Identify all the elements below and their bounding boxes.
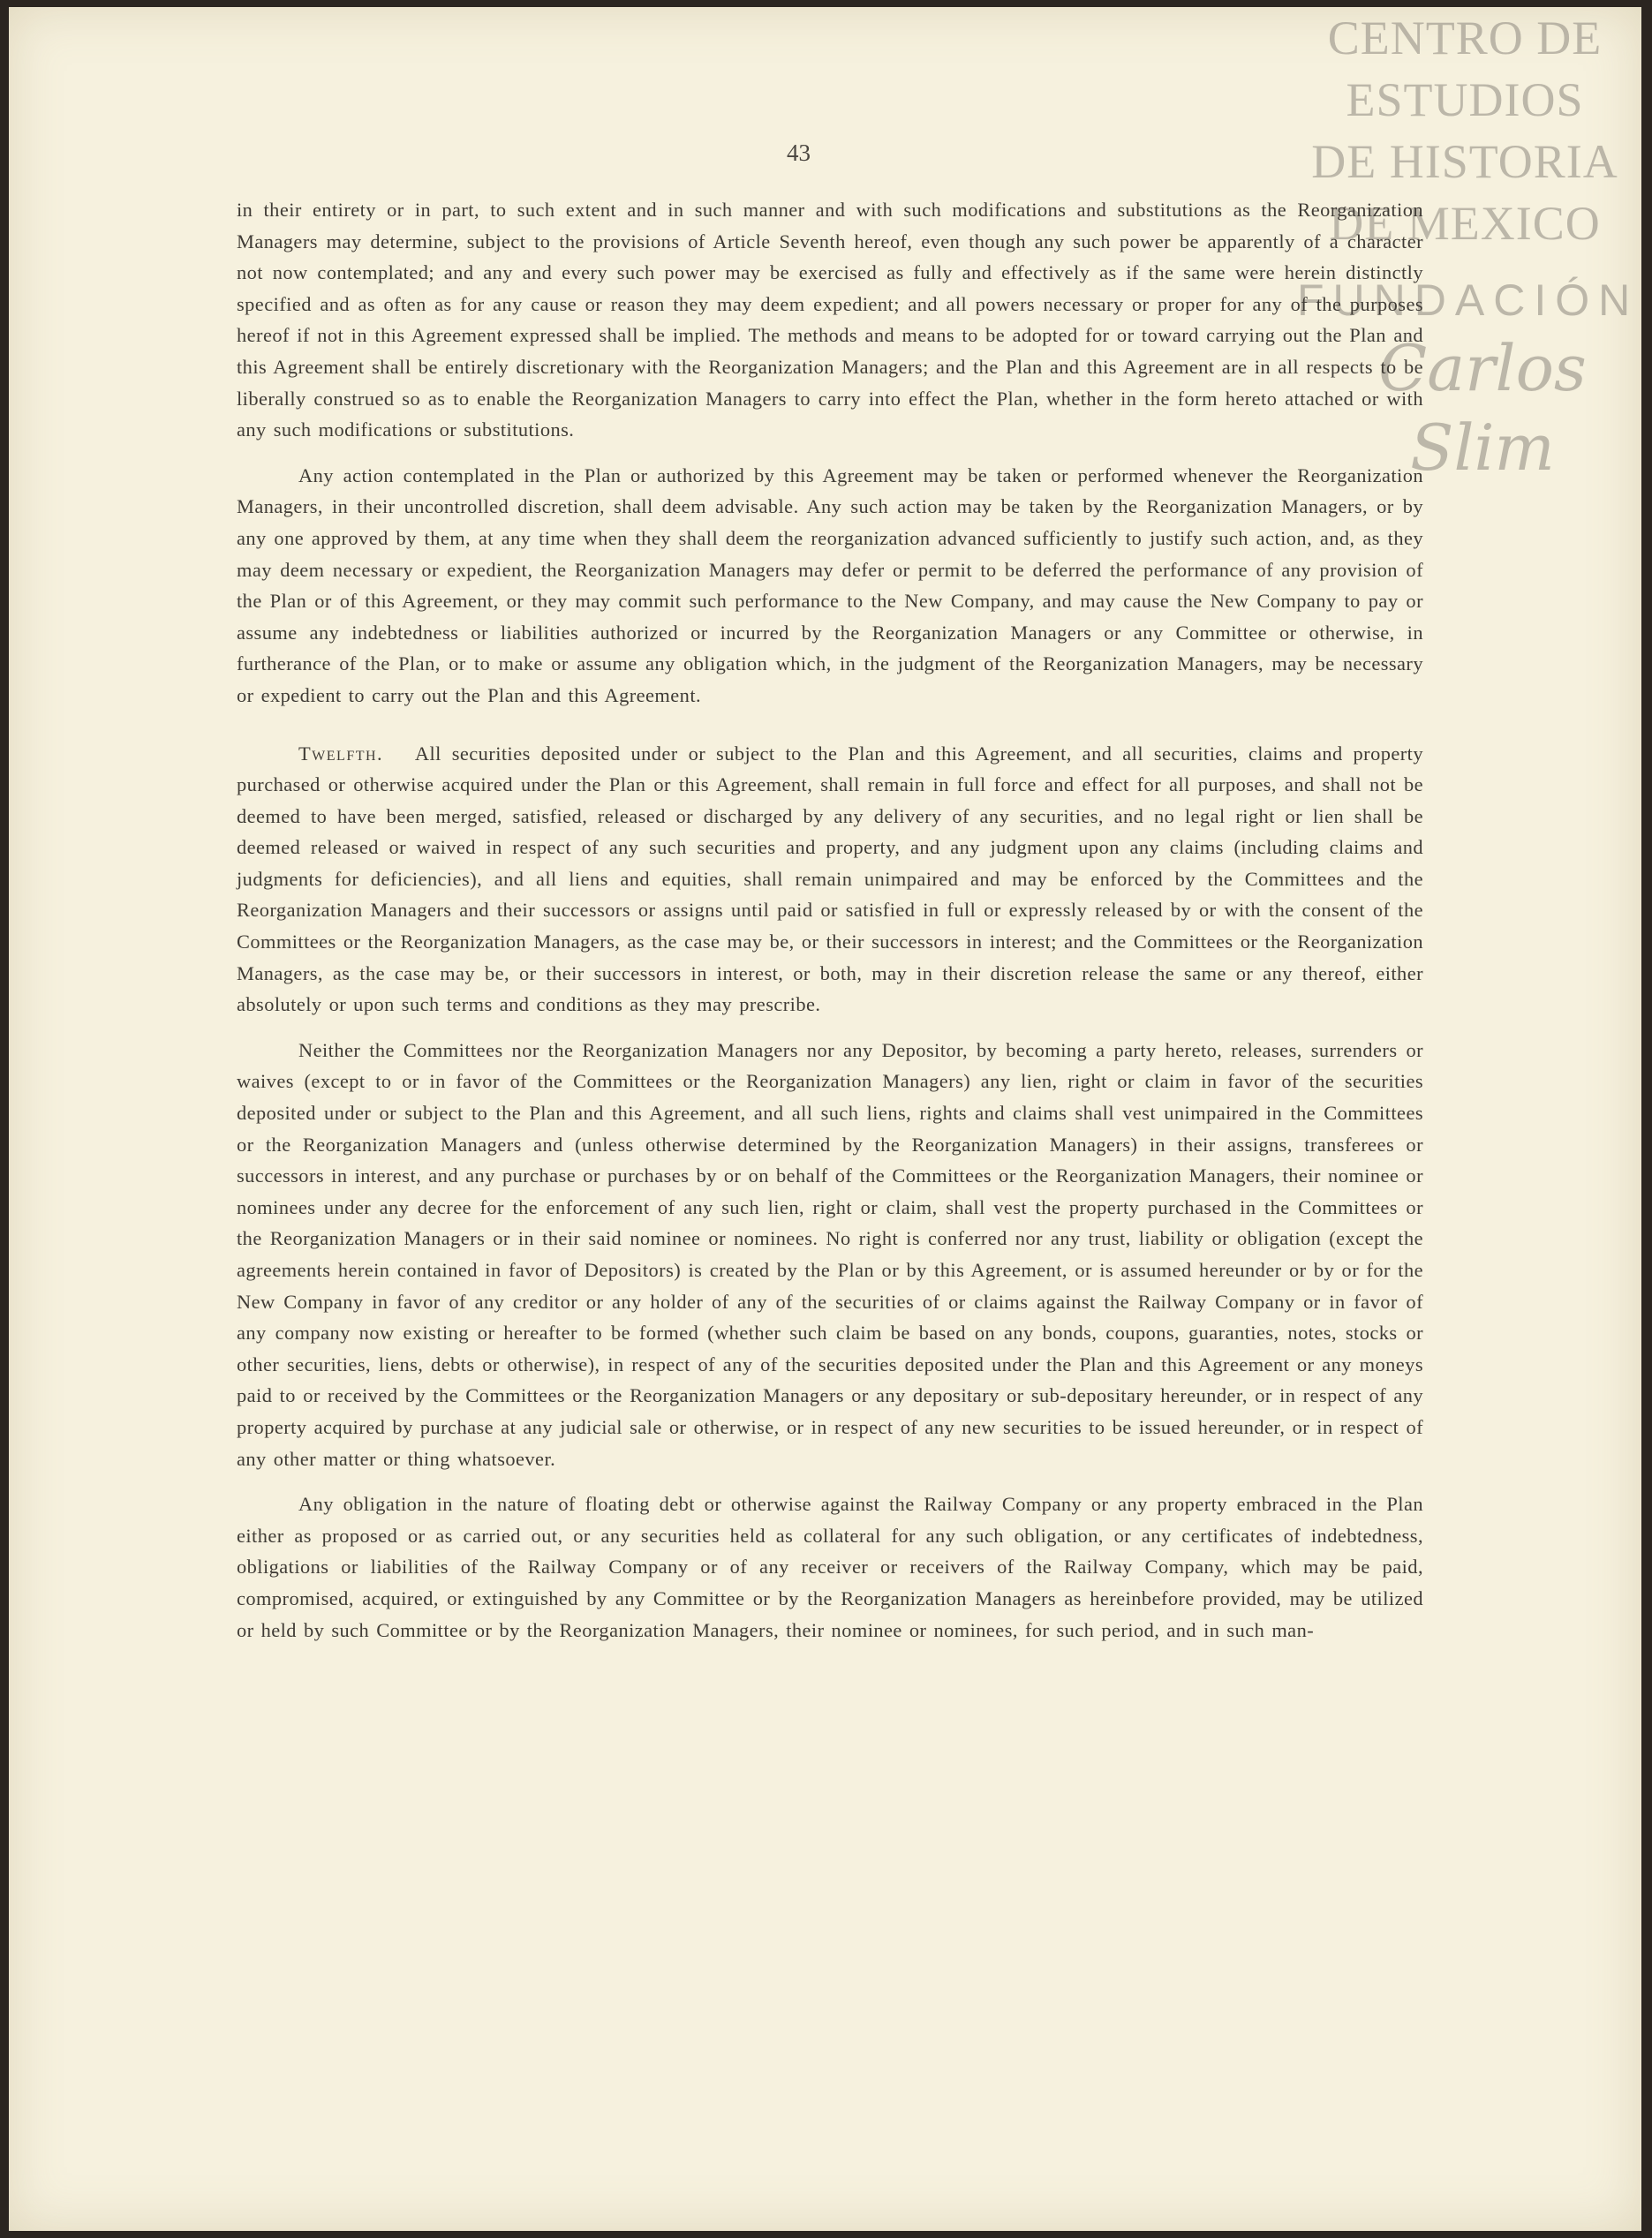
watermark-line-4: DE MEXICO [1329,197,1601,250]
watermark-line-1: CENTRO DE [1327,11,1603,64]
document-page [9,7,1641,2231]
paragraph-1: in their entirety or in part, to such extent and in such manner and with such modifications and substitutions as the Reorganization Managers may determine, subject to the provisions of Article Seventh hereof, even though any such power be apparently of a character not now contemplated; and any and every such power may be exercised as fully and effectively as if the same were herein distinctly specified and as often as for any cause or reason they may deem expedient; and all powers necessary or proper for any of the purposes hereof if not in this Agreement expressed shall be implied. The methods and means to be adopted for or toward carrying out the Plan and this Agreement shall be entirely discretionary with the Reorganization Managers; and the Plan and this Agreement are in all respects to be liberally construed so as to enable the Reorganization Managers to carry into effect the Plan, whether in the form hereto attached or with any such modifications or substitutions. [237,199,1423,441]
watermark-signature: Carlos Slim [1378,331,1587,485]
document-body [237,194,1423,1646]
paragraph-5: Any obligation in the nature of floating debt or otherwise against the Railway Company or any property embraced in the Plan either as proposed or as carried out, or any securities held as collateral for any such obligation, or any certificates of indebtedness, obligations or liabilities of the Railway Company or of any receiver or receivers of the Railway Company, which may be paid, compromised, acquired, or extinguished by any Committee or by the Reorganization Managers as hereinbefore provided, may be utilized or held by such Committee or by the Reorganization Managers, their nominee or nominees, for such period, and in such man- [237,1493,1423,1641]
paragraph-3-text: All securities deposited under or subject to the Plan and this Agreement, and all securities, claims and property purchased or otherwise acquired under the Plan or this Agreement, shall remain in full force and effect for all purposes, and shall not be deemed to have been merged, satisfied, released or discharged by any delivery of any securities, and no legal right or lien shall be deemed released or waived in respect of any such securities and property, and any judgment upon any claims (including claims and judgments for deficiencies), and all liens and equities, shall remain unimpaired and may be enforced by the Committees and the Reorganization Managers and their successors or assigns until paid or satisfied in full or expressly released by or with the consent of the Committees or the Reorganization Managers, as the case may be, or their successors in interest; and the Committees or the Reorganization Managers, as the case may be, or their successors in interest, or both, may in their discretion release the same or any thereof, either absolutely or upon such terms and conditions as they may prescribe. [237,742,1423,1016]
watermark-line-2: ESTUDIOS [1346,73,1584,126]
watermark-line-3: DE HISTORIA [1311,135,1618,188]
paragraph-4: Neither the Committees nor the Reorganization Managers nor any Depositor, by becoming a party hereto, releases, surrenders or waives (except to or in favor of the Committees or the Reorganization Managers) any lien, right or claim in favor of the securities deposited under or subject to the Plan and this Agreement, and all such liens, rights and claims shall vest unimpaired in the Committees or the Reorganization Managers and (unless otherwise determined by the Reorganization Managers) in their assigns, transferees or successors in interest, and any purchase or purchases by or on behalf of the Committees or the Reorganization Managers, their nominee or nominees under any decree for the enforcement of any such lien, right or claim, shall vest the property purchased in the Committees or the Reorganization Managers or in their said nominee or nominees. No right is conferred nor any trust, liability or obligation (except the agreements herein contained in favor of Depositors) is created by the Plan or by this Agreement, or is assumed hereunder or by or for the New Company in favor of any creditor or any holder of any of the securities of or claims against the Railway Company or in favor of any company now existing or hereafter to be formed (whether such claim be based on any bonds, coupons, guaranties, notes, stocks or other securities, liens, debts or otherwise), in respect of any of the securities deposited under the Plan and this Agreement or any moneys paid to or received by the Committees or the Reorganization Managers or any depositary or sub-depositary hereunder, or in respect of any property acquired by purchase at any judicial sale or otherwise, or in respect of any new securities to be issued hereunder, or in respect of any other matter or thing whatsoever. [237,1038,1423,1470]
section-heading-twelfth: Twelfth. [298,742,384,765]
paragraph-3 [237,738,1423,1021]
page-number: 43 [787,139,811,166]
paragraph-2: Any action contemplated in the Plan or authorized by this Agreement may be taken or performed whenever the Reorganization Managers, in their uncontrolled discretion, shall deem advisable. Any such action may be taken by the Reorganization Managers, or by any one approved by them, at any time when they shall deem the reorganization advanced sufficiently to justify such action, and, as they may deem necessary or expedient, the Reorganization Managers may defer or permit to be deferred the performance of any provision of the Plan or of this Agreement, or they may commit such performance to the New Company, and may cause the New Company to pay or assume any indebtedness or liabilities authorized or incurred by the Reorganization Managers or any Committee or otherwise, in furtherance of the Plan, or to make or assume any obligation which, in the judgment of the Reorganization Managers, may be necessary or expedient to carry out the Plan and this Agreement. [237,463,1423,706]
watermark-fundacion: FUNDACIÓN [1297,275,1640,325]
